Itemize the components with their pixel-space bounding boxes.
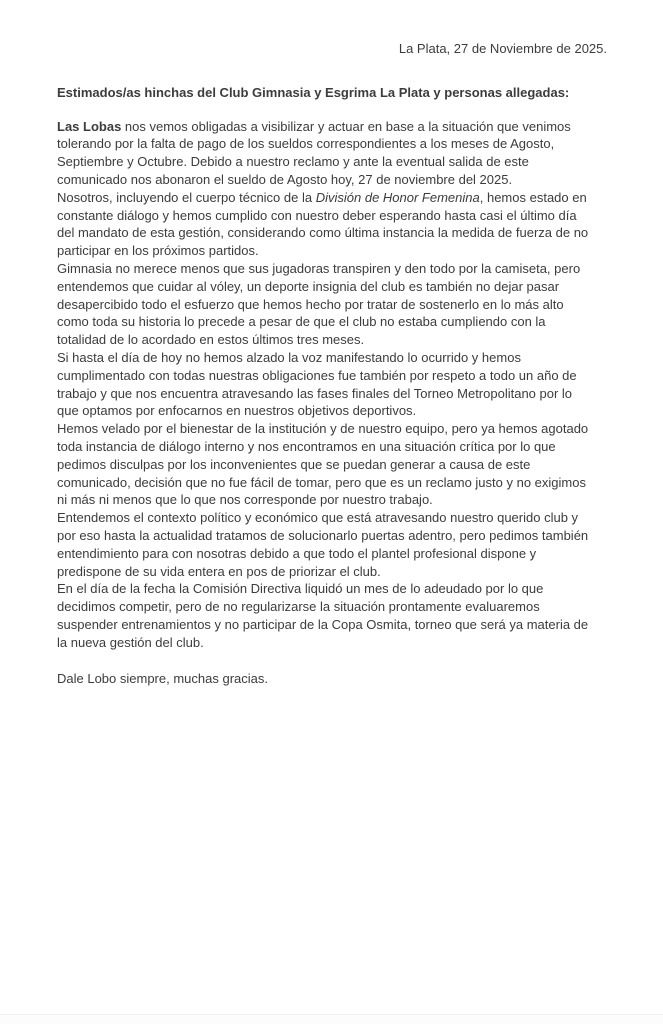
page-bottom-edge [0,1014,663,1024]
letter-line: suspender entrenamientos y no participar de la Copa Osmita, torneo que será ya materia de [57,616,589,632]
letter-line: comunicado nos abonaron el sueldo de Agosto hoy, 27 de noviembre del 2025. [57,171,513,187]
letter-line: que optamos por enfocarnos en nuestros objetivos deportivos. [57,403,417,419]
letter-line: comunicado, decisión que no fue fácil de tomar, pero que es un reclamo justo y no exigimos [57,474,586,490]
dateline: La Plata, 27 de Noviembre de 2025. [398,41,607,56]
salutation: Estimados/as hinchas del Club Gimnasia y Esgrima La Plata y personas allegadas: [57,84,570,100]
letter-line: por eso hasta la actualidad tratamos de solucionarlo puertas adentro, pero pedimos también [57,527,589,543]
letter-line [57,189,607,207]
letter-line: entendemos que cuidar al vóley, un deporte insignia del club es también no dejar pasar [57,278,560,294]
letter-line: Si hasta el día de hoy no hemos alzado la voz manifestando lo ocurrido y hemos [57,349,521,365]
letter-line: desapercibido todo el esfuerzo que hemos hecho por tratar de sostenerlo en lo más alto [57,296,564,312]
letter-line: tolerando por la falta de pago de los sueldos correspondientes a los meses de Agosto, [57,136,555,152]
letter-line-segment: nos vemos obligadas a visibilizar y actuar en base a la situación que venimos [121,118,571,134]
letter-line: Entendemos el contexto político y económico que está atravesando nuestro querido club y [57,510,579,526]
letter-line: como toda su historia lo precede a pesar de que el club no estaba cumpliendo con la [57,314,546,330]
letter-line: predispone de su vida entera en pos de priorizar el club. [57,563,381,579]
letter-line-segment: Nosotros, incluyendo el cuerpo técnico de la [57,189,316,205]
letter-line: la nueva gestión del club. [57,634,204,650]
letter-line: ni más ni menos que lo que nos corresponde por nuestro trabajo. [57,492,433,508]
letter-line: constante diálogo y hemos cumplido con nuestro deber esperando hasta casi el último día [57,207,577,223]
letter-line: Hemos velado por el bienestar de la institución y de nuestro equipo, pero ya hemos agotado [57,421,589,437]
letter-line-segment: Las Lobas [57,118,122,134]
letter-line [57,118,607,136]
letter-line: Gimnasia no merece menos que sus jugadoras transpiren y den todo por la camiseta, pero [57,260,581,276]
letter-line: En el día de la fecha la Comisión Directiva liquidó un mes de lo adeudado por lo que [57,581,544,597]
letter-line: totalidad de lo acordado en estos últimos tres meses. [57,332,365,348]
closing: Dale Lobo siempre, muchas gracias. [57,670,268,686]
letter-line: decidimos competir, pero de no regularizarse la situación prontamente evaluaremos [57,599,540,615]
letter-line: cumplimentado con todas nuestras obligaciones fue también por respeto a todo un año de [57,367,577,383]
letter-line: Septiembre y Octubre. Debido a nuestro reclamo y ante la eventual salida de este [57,154,529,170]
letter-line: toda instancia de diálogo interno y nos encontramos en una situación crítica por lo que [57,438,556,454]
letter-line-segment: División de Honor Femenina [315,189,480,205]
letter-line-segment: , hemos estado en [479,189,587,205]
letter-line: entendimiento para con nosotras debido a que todo el plantel profesional dispone y [57,545,537,561]
letter-line: del mandato de esta gestión, considerando como última instancia la medida de fuerza de no [57,225,589,241]
letter-body [57,118,607,652]
letter-line: pedimos disculpas por los inconvenientes que se puedan generar a causa de este [57,456,531,472]
letter-line: participar en los próximos partidos. [57,243,259,259]
letter-line: trabajo y que nos encuentra atravesando las fases finales del Torneo Metropolitano por lo [57,385,573,401]
